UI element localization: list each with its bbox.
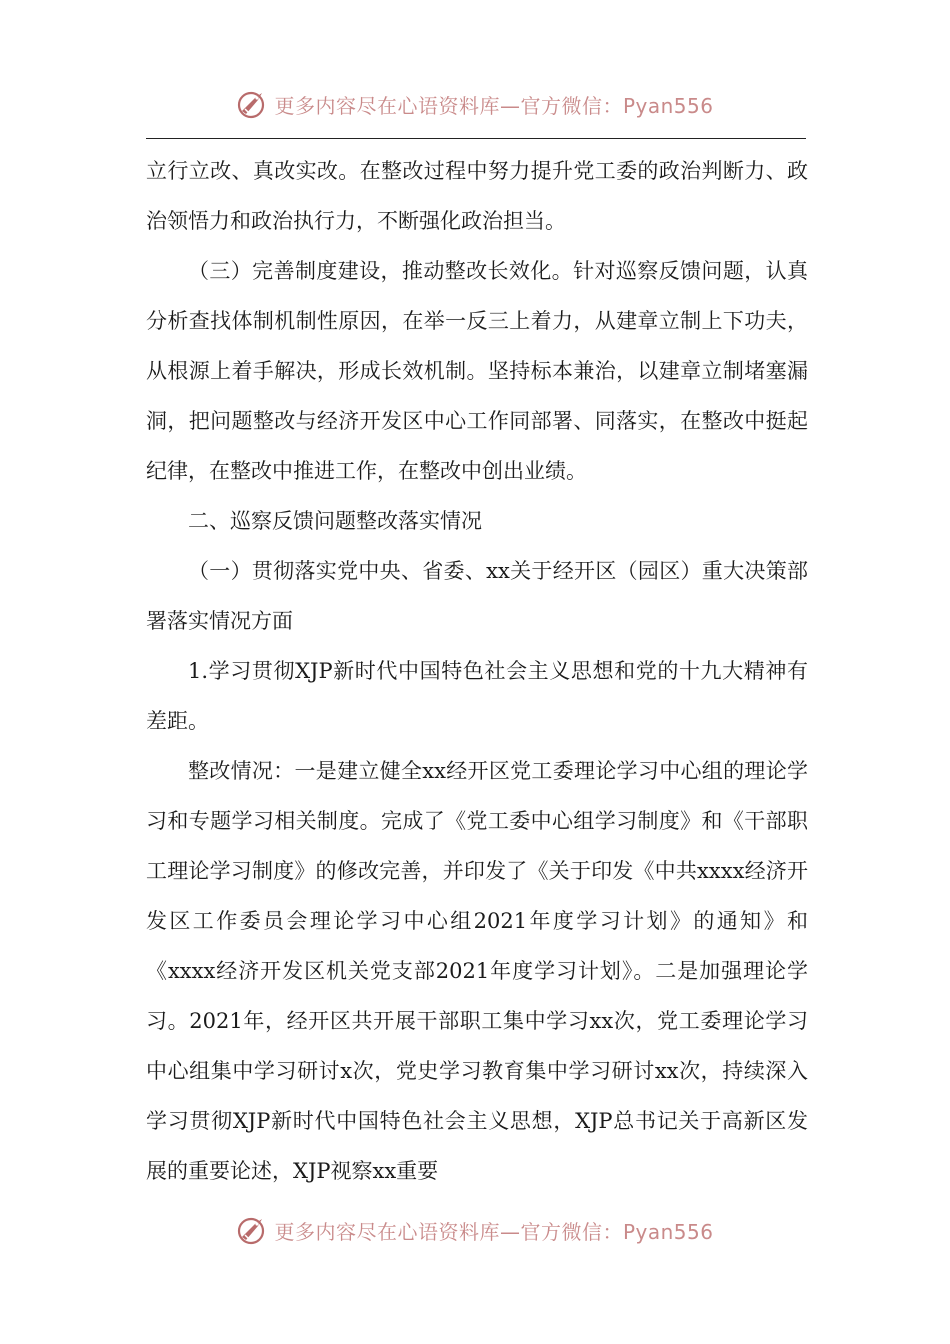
document-body bbox=[146, 146, 808, 1196]
subsection-heading: （一）贯彻落实党中央、省委、xx关于经开区（园区）重大决策部署落实情况方面 bbox=[146, 559, 808, 633]
pen-nib-logo-icon bbox=[236, 1213, 270, 1247]
footer-watermark-banner bbox=[0, 1210, 950, 1250]
header-watermark-banner bbox=[0, 84, 950, 124]
issue-item: 1.学习贯彻XJP新时代中国特色社会主义思想和党的十九大精神有差距。 bbox=[146, 659, 808, 733]
paragraph: 整改情况：一是建立健全xx经开区党工委理论学习中心组的理论学习和专题学习相关制度。完成了《党工委中心组学习制度》和《干部职工理论学习制度》的修改完善，并印发了《关于印发《中共xxxx经济开发区工作委员会理论学习中心组2021年度学习计划》的通知》和《xxxx经济开发区机关党支部2021年度学习计划》。二是加强理论学习。2021年，经开区共开展干部职工集中学习xx次，党工委理论学习中心组集中学习研讨x次，党史学习教育集中学习研讨xx次，持续深入学习贯彻XJP新时代中国特色社会主义思想，XJP总书记关于高新区发展的重要论述，XJP视察xx重要 bbox=[146, 759, 808, 1183]
watermark-text: 更多内容尽在心语资料库—官方微信：Pyan556 bbox=[274, 1219, 714, 1244]
section-heading: 二、巡察反馈问题整改落实情况 bbox=[188, 509, 482, 533]
paragraph: （三）完善制度建设，推动整改长效化。针对巡察反馈问题，认真分析查找体制机制性原因，在举一反三上着力，从建章立制上下功夫，从根源上着手解决，形成长效机制。坚持标本兼治，以建章立制堵塞漏洞，把问题整改与经济开发区中心工作同部署、同落实，在整改中挺起纪律，在整改中推进工作，在整改中创出业绩。 bbox=[146, 259, 808, 483]
pen-nib-logo-icon bbox=[236, 87, 270, 121]
paragraph: 立行立改、真改实改。在整改过程中努力提升党工委的政治判断力、政治领悟力和政治执行力，不断强化政治担当。 bbox=[146, 159, 808, 233]
watermark-text: 更多内容尽在心语资料库—官方微信：Pyan556 bbox=[274, 93, 714, 118]
header-divider bbox=[146, 138, 806, 139]
